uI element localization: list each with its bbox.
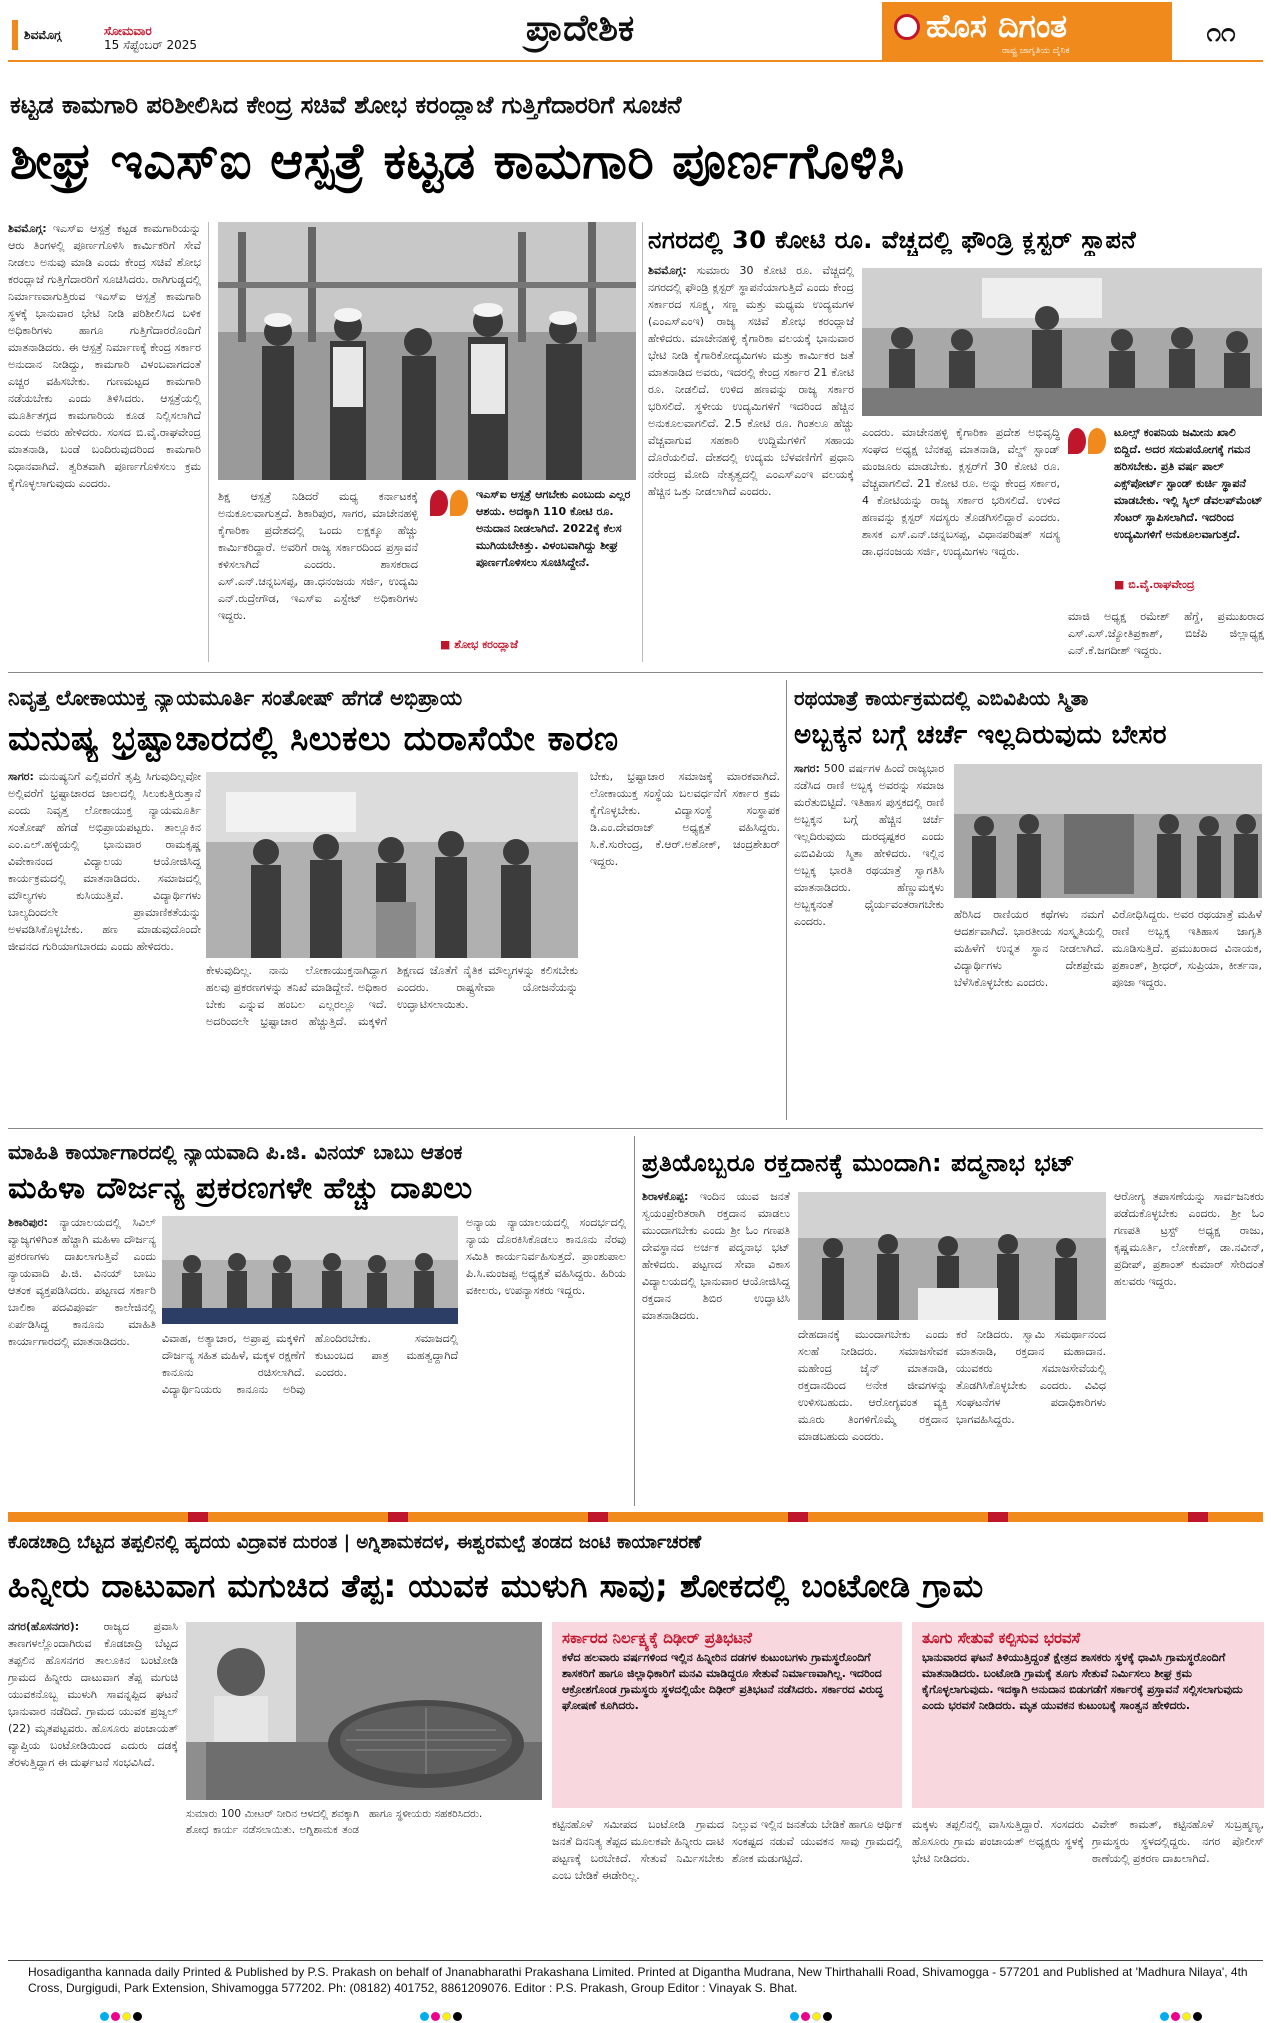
registration-dot bbox=[133, 2012, 142, 2021]
lead-photo bbox=[218, 222, 636, 480]
blood-photo bbox=[798, 1192, 1106, 1320]
edition-tab bbox=[12, 20, 82, 50]
registration-dot bbox=[823, 2012, 832, 2021]
date-block bbox=[104, 24, 254, 52]
registration-dot-group bbox=[790, 2006, 834, 2023]
foundry-body-3: ಮಾಜಿ ಅಧ್ಯಕ್ಷ ರಮೇಶ್ ಹೆಗ್ಡೆ, ಪ್ರಮುಖರಾದ ಎಸ್.ಎಸ್.ಜ್ಯೋತಿಪ್ರಕಾಶ್, ಬಿಜೆಪಿ ಜಿಲ್ಲಾಧ್ಯಕ್ಷ ಎನ್.ಕೆ.ಜಗದೀಶ್ ಇದ್ದರು. bbox=[1068, 610, 1264, 657]
lamp-lighting-photo bbox=[206, 772, 578, 958]
registration-dot bbox=[812, 2012, 821, 2021]
drowning-column-5 bbox=[1092, 1816, 1264, 1954]
rathayatra-headline: ಅಬ್ಬಕ್ಕನ ಬಗ್ಗೆ ಚರ್ಚೆ ಇಲ್ಲದಿರುವುದು ಬೇಸರ bbox=[794, 720, 1168, 750]
lokayukta-column-3 bbox=[590, 768, 780, 1116]
registration-dot bbox=[790, 2012, 799, 2021]
registration-marks bbox=[0, 2006, 1271, 2020]
women-body-1: ನ್ಯಾಯಾಲಯದಲ್ಲಿ ಸಿವಿಲ್ ವ್ಯಾಜ್ಯಗಳಿಗಿಂತ ಹೆಚ್ಚಾಗಿ ಮಹಿಳಾ ದೌರ್ಜನ್ಯ ಪ್ರಕರಣಗಳು ದಾಖಲಾಗುತ್ತಿವೆ ಎಂದು ನ್ಯಾಯವಾದಿ ಪಿ.ಜಿ. ವಿನಯ್ ಬಾಬು ಆತಂಕ ವ್ಯಕ್ತಪಡಿಸಿದರು. ಪಟ್ಟಣದ ಸರ್ಕಾರಿ ಬಾಲಿಕಾ ಪದವಿಪೂರ್ವ ಕಾಲೇಜಿನಲ್ಲಿ ಏರ್ಪಡಿಸಿದ್ದ ಕಾನೂನು ಮಾಹಿತಿ ಕಾರ್ಯಾಗಾರದಲ್ಲಿ ಮಾತನಾಡಿದರು. bbox=[8, 1216, 156, 1348]
brand-name: ಹೊಸ ದಿಗಂತ bbox=[926, 7, 1068, 45]
women-column-3 bbox=[466, 1214, 626, 1500]
lokayukta-headline: ಮನುಷ್ಯ ಭ್ರಷ್ಟಾಚಾರದಲ್ಲಿ ಸಿಲುಕಲು ದುರಾಸೆಯೇ ಕಾರಣ bbox=[8, 719, 619, 759]
brand-tagline: ರಾಷ್ಟ್ರ ಜಾಗೃತಿಯ ದೈನಿಕ bbox=[1002, 46, 1070, 56]
protest-box bbox=[552, 1622, 902, 1808]
rathayatra-column-2 bbox=[954, 906, 1104, 1116]
blood-body-3: ಕರೆ ನೀಡಿದರು. ಸ್ವಾಮಿ ಸಮರ್ಥಾನಂದ ಮಾತನಾಡಿ, ರಕ್ತದಾನ ಮಹಾದಾನ. ಯುವಕರು ಸಮಾಜಸೇವೆಯಲ್ಲಿ ತೊಡಗಿಸಿಕೊಳ್ಳಬೇಕು ಎಂದರು. ವಿವಿಧ ಸಂಘಟನೆಗಳ ಪದಾಧಿಕಾರಿಗಳು ಭಾಗವಹಿಸಿದ್ದರು. bbox=[956, 1328, 1106, 1426]
foundry-quote bbox=[1068, 424, 1264, 602]
foundry-body-2: ಎಂದರು. ಮಾಚೇನಹಳ್ಳಿ ಕೈಗಾರಿಕಾ ಪ್ರದೇಶ ಅಭಿವೃದ್ಧಿ ಸಂಘದ ಅಧ್ಯಕ್ಷ ಬೆನಕಪ್ಪ ಮಾತನಾಡಿ, ವೆಲ್ಡ್ ಸ್ಟಾಂಡ್ ಮಂಜೂರು ಮಾಡಬೇಕು. ಕ್ಲಸ್ಟರ್‌ಗೆ 30 ಕೋಟಿ ರೂ. ವೆಚ್ಚವಾಗಲಿದೆ. 21 ಕೋಟಿ ರೂ. ಅನ್ನು ಕೇಂದ್ರ ಸರ್ಕಾರ, 4 ಕೋಟಿಯನ್ನು ರಾಜ್ಯ ಸರ್ಕಾರ ಭರಿಸಲಿದೆ. ಉಳಿದ ಹಣವನ್ನು ಕ್ಲಸ್ಟರ್ ಸದಸ್ಯರು ತೊಡಗಿಸಲಿದ್ದಾರೆ ಎಂದರು. ಶಾಸಕ ಎಸ್.ಎನ್.ಚನ್ನಬಸಪ್ಪ, ವಿಧಾನಪರಿಷತ್ ಸದಸ್ಯ ಡಾ.ಧನಂಜಯ ಸರ್ಜಿ, ಉದ್ಯಮಿಗಳು ಇದ್ದರು. bbox=[862, 426, 1060, 558]
lead-kicker: ಕಟ್ಟಡ ಕಾಮಗಾರಿ ಪರಿಶೀಲಿಸಿದ ಕೇಂದ್ರ ಸಚಿವೆ ಶೋಭ ಕರಂದ್ಲಾಜೆ ಗುತ್ತಿಗೆದಾರರಿಗೆ ಸೂಚನೆ bbox=[10, 91, 682, 119]
coracle-river-photo bbox=[186, 1622, 542, 1800]
women-photo bbox=[162, 1216, 458, 1324]
blood-body-1: ಇಂದಿನ ಯುವ ಜನತೆ ಸ್ವಯಂಪ್ರೇರಿತರಾಗಿ ರಕ್ತದಾನ ಮಾಡಲು ಮುಂದಾಗಬೇಕು ಎಂದು ಶ್ರೀ ಓಂ ಗಣಪತಿ ದೇವಸ್ಥಾನದ ಅರ್ಚಕ ಪದ್ಮನಾಭ ಭಟ್ ಹೇಳಿದರು. ಪಟ್ಟಣದ ಸೇವಾ ವಿಕಾಸ ವಿದ್ಯಾಲಯದಲ್ಲಿ ಭಾನುವಾರ ಆಯೋಜಿಸಿದ್ದ ರಕ್ತದಾನ ಶಿಬಿರ ಉದ್ಘಾಟಿಸಿ ಮಾತನಾಡಿದರು. bbox=[642, 1190, 790, 1322]
protest-box-text: ಕಳೆದ ಹಲವಾರು ವರ್ಷಗಳಿಂದ ಇಲ್ಲಿನ ಹಿನ್ನೀರಿನ ದಡಗಳ ಕುಟುಂಬಗಳು ಗ್ರಾಮಸ್ಥರೊಂದಿಗೆ ಶಾಸಕರಿಗೆ ಹಾಗೂ ಜಿಲ್ಲಾಧಿಕಾರಿಗೆ ಮನವಿ ಮಾಡಿದ್ದರೂ ಸೇತುವೆ ನಿರ್ಮಾಣವಾಗಿಲ್ಲ. ಇದರಿಂದ ಆಕ್ರೋಶಗೊಂಡ ಗ್ರಾಮಸ್ಥರು ಸ್ಥಳದಲ್ಲಿಯೇ ದಿಢೀರ್ ಪ್ರತಿಭಟನೆ ನಡೆಸಿದರು. ಸರ್ಕಾರದ ವಿರುದ್ಧ ಘೋಷಣೆ ಕೂಗಿದರು. bbox=[562, 1651, 884, 1712]
blood-body-4: ಆರೋಗ್ಯ ತಪಾಸಣೆಯನ್ನು ಸಾರ್ವಜನಿಕರು ಪಡೆದುಕೊಳ್ಳಬೇಕು ಎಂದರು. ಶ್ರೀ ಓಂ ಗಣಪತಿ ಟ್ರಸ್ಟ್ ಅಧ್ಯಕ್ಷ ರಾಜು, ಕೃಷ್ಣಮೂರ್ತಿ, ಲೋಕೇಶ್, ಡಾ.ನವೀನ್, ಪ್ರದೀಪ್, ಪ್ರಶಾಂತ್ ಕುಮಾರ್ ಸೇರಿದಂತೆ ಹಲವರು ಇದ್ದರು. bbox=[1114, 1190, 1264, 1288]
foundry-photo bbox=[862, 268, 1262, 416]
drowning-column-4 bbox=[912, 1816, 1084, 1954]
quote-mark-icon bbox=[1068, 424, 1108, 460]
foundry-quote-author: ■ ಬಿ.ವೈ.ರಾಘವೇಂದ್ರ bbox=[1114, 578, 1195, 591]
rathayatra-column-3 bbox=[1112, 906, 1262, 1116]
drowning-headline: ಹಿನ್ನೀರು ದಾಟುವಾಗ ಮಗುಚಿದ ತೆಪ್ಪ: ಯುವಕ ಮುಳುಗಿ ಸಾವು; ಶೋಕದಲ್ಲಿ ಬಂಟೋಡಿ ಗ್ರಾಮ bbox=[8, 1567, 984, 1605]
masthead-rule bbox=[8, 60, 1263, 62]
bridge-box-text: ಭಾನುವಾರದ ಘಟನೆ ತಿಳಿಯುತ್ತಿದ್ದಂತೆ ಕ್ಷೇತ್ರದ ಶಾಸಕರು ಸ್ಥಳಕ್ಕೆ ಧಾವಿಸಿ ಗ್ರಾಮಸ್ಥರೊಂದಿಗೆ ಮಾತನಾಡಿದರು. ಬಂಟೋಡಿ ಗ್ರಾಮಕ್ಕೆ ತೂಗು ಸೇತುವೆ ನಿರ್ಮಿಸಲು ಶೀಘ್ರ ಕ್ರಮ ಕೈಗೊಳ್ಳಲಾಗುವುದು. ಇದಕ್ಕಾಗಿ ಅನುದಾನ ಬಿಡುಗಡೆಗೆ ಸರ್ಕಾರಕ್ಕೆ ಪ್ರಸ್ತಾವನೆ ಸಲ್ಲಿಸಲಾಗುವುದು ಎಂದು ಭರವಸೆ ನೀಡಿದರು. ಮೃತ ಯುವಕನ ಕುಟುಂಬಕ್ಕೆ ಸಾಂತ್ವನ ಹೇಳಿದರು. bbox=[922, 1651, 1243, 1712]
registration-dot bbox=[111, 2012, 120, 2021]
blood-dateline: ಶಿರಾಳಕೊಪ್ಪ: bbox=[642, 1190, 689, 1203]
foundry-body-1: ಸುಮಾರು 30 ಕೋಟಿ ರೂ. ವೆಚ್ಚದಲ್ಲಿ ನಗರದಲ್ಲಿ ಫೌಂಡ್ರಿ ಕ್ಲಸ್ಟರ್ ಸ್ಥಾಪನೆಯಾಗುತ್ತಿದೆ ಎಂದು ಕೇಂದ್ರ ಸರ್ಕಾರದ ಸೂಕ್ಷ್ಮ, ಸಣ್ಣ ಮತ್ತು ಮಧ್ಯಮ ಉದ್ಯಮಗಳ (ಎಂಎಸ್‌ಎಂಇ) ರಾಜ್ಯ ಸಚಿವೆ ಶೋಭ ಕರಂದ್ಲಾಜೆ ಹೇಳಿದರು. ಮಾಚೇನಹಳ್ಳಿ ಕೈಗಾರಿಕಾ ವಲಯಕ್ಕೆ ಭಾನುವಾರ ಭೇಟಿ ನೀಡಿ ಕೈಗಾರಿಕೋದ್ಯಮಿಗಳು ಮತ್ತು ಕಾರ್ಮಿಕರ ಜತೆ ಮಾತನಾಡಿದ ಅವರು, ಇದರಲ್ಲಿ ಕೇಂದ್ರ ಸರ್ಕಾರ 21 ಕೋಟಿ ರೂ. ನೀಡಲಿದೆ. ಉಳಿದ ಹಣವನ್ನು ರಾಜ್ಯ ಸರ್ಕಾರ ಭರಿಸಲಿದೆ. ಸ್ಥಳೀಯ ಉದ್ಯಮಿಗಳಿಗೆ ಇದರಿಂದ ಹೆಚ್ಚಿನ ಅನುಕೂಲವಾಗಲಿದೆ. 2.5 ಕೋಟಿ ರೂ. ಗಿಂತಲೂ ಹೆಚ್ಚು ವೆಚ್ಚವಾಗುವ ಸಹಕಾರಿ ಉದ್ದಿಮೆಗಳಿಗೆ ಸಹಾಯ ದೊರೆಯಲಿದೆ. ದೇಶದಲ್ಲಿ ಉದ್ಯಮ ಬೆಳವಣಿಗೆಗೆ ಪ್ರಧಾನಿ ನರೇಂದ್ರ ಮೋದಿ ನೇತೃತ್ವದಲ್ಲಿ ಎಂಎಸ್‌ಎಂಇ ವಲಯಕ್ಕೆ ಹೆಚ್ಚಿನ ಒತ್ತು ನೀಡಲಾಗಿದೆ ಎಂದರು. bbox=[648, 264, 854, 498]
registration-dot bbox=[801, 2012, 810, 2021]
drowning-body-5: ವಿವೇಕ್ ಕಾಮತ್, ಕಟ್ಟಿನಹೊಳೆ ಸುಬ್ರಹ್ಮಣ್ಯ, ಗ್ರಾಮಸ್ಥರು ಸ್ಥಳದಲ್ಲಿದ್ದರು. ನಗರ ಪೊಲೀಸ್ ಠಾಣೆಯಲ್ಲಿ ಪ್ರಕರಣ ದಾಖಲಾಗಿದೆ. bbox=[1092, 1818, 1264, 1865]
women-body-2: ವಿವಾಹ, ಅತ್ಯಾಚಾರ, ಅಪ್ರಾಪ್ತ ಮಕ್ಕಳಿಗೆ ದೌರ್ಜನ್ಯ ಸಹಿತ ಮಹಿಳೆ, ಮಕ್ಕಳ ರಕ್ಷಣೆಗೆ ಕಾನೂನು ರಚಿಸಲಾಗಿದೆ. ವಿದ್ಯಾರ್ಥಿನಿಯರು ಕಾನೂನು ಅರಿವು ಹೊಂದಿರಬೇಕು. ಸಮಾಜದಲ್ಲಿ ಕುಟುಂಬದ ಪಾತ್ರ ಮಹತ್ವದ್ದಾಗಿದೆ ಎಂದರು. bbox=[162, 1332, 458, 1396]
day-label: ಸೋಮವಾರ bbox=[104, 24, 152, 38]
drowning-column-2 bbox=[552, 1816, 724, 1954]
lokayukta-kicker: ನಿವೃತ್ತ ಲೋಕಾಯುಕ್ತ ನ್ಯಾಯಮೂರ್ತಿ ಸಂತೋಷ್ ಹೆಗಡೆ ಅಭಿಪ್ರಾಯ bbox=[8, 686, 463, 710]
lead-body-2: ಶಿಕ್ಷ ಆಸ್ಪತ್ರೆ ನಿಡಿದರೆ ಮಧ್ಯ ಕರ್ನಾಟಕಕ್ಕೆ ಅನುಕೂಲವಾಗುತ್ತದೆ. ಶಿಕಾರಿಪುರ, ಸಾಗರ, ಮಾಚೇನಹಳ್ಳಿ ಕೈಗಾರಿಕಾ ಪ್ರದೇಶದಲ್ಲಿ ಒಂದು ಲಕ್ಷಕ್ಕೂ ಹೆಚ್ಚು ಕಾರ್ಮಿಕರಿದ್ದಾರೆ. ಅವರಿಗೆ ರಾಜ್ಯ ಸರ್ಕಾರದಿಂದ ಪ್ರಸ್ತಾವನೆ ಕಳಿಸಲಾಗಿದೆ ಎಂದರು. ಶಾಸಕರಾದ ಎಸ್.ಎನ್.ಚನ್ನಬಸಪ್ಪ, ಡಾ.ಧನಂಜಯ ಸರ್ಜಿ, ಉದ್ಯಮಿ ಎನ್.ರುದ್ರೇಗೌಡ, ಇಎಸ್‌ಐ ಎಸ್ಟೇಟ್ ಅಧಿಕಾರಿಗಳು ಇದ್ದರು. bbox=[218, 490, 418, 622]
protest-box-title: ಸರ್ಕಾರದ ನಿರ್ಲಕ್ಷ್ಯಕ್ಕೆ ದಿಢೀರ್ ಪ್ರತಿಭಟನೆ bbox=[562, 1629, 752, 1647]
women-headline: ಮಹಿಳಾ ದೌರ್ಜನ್ಯ ಪ್ರಕರಣಗಳೇ ಹೆಚ್ಚು ದಾಖಲು bbox=[8, 1171, 473, 1206]
footer-rule bbox=[8, 1960, 1263, 1961]
drowning-kicker: ಕೊಡಚಾದ್ರಿ ಬೆಟ್ಟದ ತಪ್ಪಲಿನಲ್ಲಿ ಹೃದಯ ವಿದ್ರಾವಕ ದುರಂತ | ಅಗ್ನಿಶಾಮಕದಳ, ಈಶ್ವರಮಲ್ಪೆ ತಂಡದ ಜಂಟಿ ಕಾರ್ಯಾಚರಣೆ bbox=[8, 1532, 702, 1553]
drowning-body-3: ನಿಲ್ಲುವ ಇಲ್ಲಿನ ಜನತೆಯ ಬೇಡಿಕೆ ಹಾಗೂ ಆರ್ಥಿಕ ಸಂಕಷ್ಟದ ನಡುವೆ ಯುವಕನ ಸಾವು ಗ್ರಾಮದಲ್ಲಿ ಶೋಕ ಮಡುಗಟ್ಟಿದೆ. bbox=[732, 1818, 902, 1865]
page-number: ೧೧ bbox=[1206, 18, 1236, 48]
footer-imprint: Hosadigantha kannada daily Printed & Published by P.S. Prakash on behalf of Jnanabharathi Prakashana Limited. Printed at Digantha Mudrana, New Thirthahalli Road, Shivamogga - 577201 and Published at 'Madhura Nilaya', 4th Cross, Durgigudi, Park Extension, Shivamogga 577202. Ph: (08182) 401752, 8861209076. Editor : P.S. Prakash, Group Editor : Vinayak S. Bhat. bbox=[28, 1965, 1248, 1995]
registration-dot bbox=[1171, 2012, 1180, 2021]
women-body-3: ಅನ್ಯಾಯ ನ್ಯಾಯಾಲಯದಲ್ಲಿ ಸಂದರ್ಭದಲ್ಲಿ ನ್ಯಾಯ ದೊರಕಿಸಿಕೊಡಲು ಕಾನೂನು ನೆರವು ಸಮಿತಿ ಕಾರ್ಯನಿರ್ವಹಿಸುತ್ತದೆ. ಪ್ರಾಂಶುಪಾಲ ಪಿ.ಸಿ.ಮಂಜಪ್ಪ ಅಧ್ಯಕ್ಷತೆ ವಹಿಸಿದ್ದರು. ಹಿರಿಯ ವಕೀಲರು, ಉಪನ್ಯಾಸಕರು ಇದ್ದರು. bbox=[466, 1216, 626, 1297]
registration-dot bbox=[453, 2012, 462, 2021]
foundry-column-3 bbox=[1068, 608, 1264, 662]
foundry-quote-text: ಟೂಲ್ಸ್ ಕಂಪನಿಯ ಜಮೀನು ಖಾಲಿ ಬಿದ್ದಿದೆ. ಅದರ ಸದುಪಯೋಗಕ್ಕೆ ಗಮನ ಹರಿಸಬೇಕು. ಪ್ರತಿ ವರ್ಷ ಪಾಲ್ ಎಕ್ಸ್‌ಪೋರ್ಟ್ ಸ್ಟಾಂಡ್ ಕುರ್ಚಿ ಸ್ಥಾಪನೆ ಮಾಡಬೇಕು. ಇಲ್ಲಿ ಸ್ಕಿಲ್ ಡೆವಲಪ್‌ಮೆಂಟ್ ಸೆಂಟರ್ ಸ್ಥಾಪಿಸಲಾಗಿದೆ. ಇದರಿಂದ ಉದ್ಯಮಿಗಳಿಗೆ ಅನುಕೂಲವಾಗುತ್ತದೆ. bbox=[1114, 426, 1263, 541]
women-column-1 bbox=[8, 1214, 156, 1500]
rathayatra-body-2: ಹೆರಿಸಿದ ರಾಣಿಯರ ಕಥೆಗಳು ನಮಗೆ ಆದರ್ಶವಾಗಿದೆ. ಭಾರತೀಯ ಸಂಸ್ಕೃತಿಯಲ್ಲಿ ಮಹಿಳೆಗೆ ಉನ್ನತ ಸ್ಥಾನ ನೀಡಲಾಗಿದೆ. ವಿದ್ಯಾರ್ಥಿಗಳು ದೇಶಪ್ರೇಮ ಬೆಳೆಸಿಕೊಳ್ಳಬೇಕು ಎಂದರು. bbox=[954, 908, 1104, 989]
legal-workshop-photo bbox=[162, 1216, 458, 1324]
lead-column-2 bbox=[218, 488, 418, 663]
registration-dot bbox=[442, 2012, 451, 2021]
lokayukta-photo bbox=[206, 772, 578, 958]
rathayatra-dateline: ಸಾಗರ: bbox=[794, 762, 820, 775]
drowning-body-4: ಮಕ್ಕಳು ತಪ್ಪಲಿನಲ್ಲಿ ವಾಸಿಸುತ್ತಿದ್ದಾರೆ. ಸಂಸದರು ಹೊಸೂರು ಗ್ರಾಮ ಪಂಚಾಯತ್ ಅಧ್ಯಕ್ಷರು ಸ್ಥಳಕ್ಕೆ ಭೇಟಿ ನೀಡಿದರು. bbox=[912, 1818, 1084, 1865]
registration-dot bbox=[420, 2012, 429, 2021]
edition-label: ಶಿವಮೊಗ್ಗ bbox=[24, 28, 62, 42]
lead-quote-author: ■ ಶೋಭ ಕರಂದ್ಲಾಜೆ bbox=[440, 638, 518, 651]
registration-dot-group bbox=[100, 2006, 144, 2023]
blood-column-4 bbox=[1114, 1188, 1264, 1500]
lead-quote bbox=[430, 486, 636, 662]
section-title: ಪ್ರಾದೇಶಿಕ bbox=[525, 8, 635, 49]
lead-col-divider bbox=[208, 222, 209, 662]
registration-dot-group bbox=[1160, 2006, 1204, 2023]
blood-camp-photo bbox=[798, 1192, 1106, 1320]
foundry-column-2 bbox=[862, 424, 1060, 662]
lead-headline: ಶೀಘ್ರ ಇಎಸ್‌ಐ ಆಸ್ಪತ್ರೆ ಕಟ್ಟಡ ಕಾಮಗಾರಿ ಪೂರ್ಣಗೊಳಿಸಿ bbox=[10, 132, 905, 190]
section-rule-1 bbox=[8, 672, 1263, 673]
lead-dateline: ಶಿವಮೊಗ್ಗ: bbox=[8, 222, 47, 235]
lower-divider bbox=[634, 1136, 635, 1506]
blood-body-2: ದೇಹದಾನಕ್ಕೆ ಮುಂದಾಗಬೇಕು ಎಂದು ಸಲಹೆ ನೀಡಿದರು. ಸಮಾಜಸೇವಕ ಮಹೇಂದ್ರ ಜೈನ್ ಮಾತನಾಡಿ, ರಕ್ತದಾನದಿಂದ ಅನೇಕ ಜೀವಗಳನ್ನು ಉಳಿಸಬಹುದು. ಆರೋಗ್ಯವಂತ ವ್ಯಕ್ತಿ ಮೂರು ತಿಂಗಳಿಗೊಮ್ಮೆ ರಕ್ತದಾನ ಮಾಡಬಹುದು ಎಂದರು. bbox=[798, 1328, 948, 1443]
brand-banner bbox=[882, 2, 1172, 60]
rathayatra-body-3: ವಿರೋಧಿಸಿದ್ದರು. ಅವರ ರಥಯಾತ್ರೆ ಮಹಿಳೆ ರಾಣಿ ಅಬ್ಬಕ್ಕ ಇತಿಹಾಸ ಜಾಗೃತಿ ಮೂಡಿಸುತ್ತಿದೆ. ಪ್ರಮುಖರಾದ ವಿನಾಯಕ, ಪ್ರಶಾಂತ್, ಶ್ರೀಧರ್, ಸುಪ್ರಿಯಾ, ಕೀರ್ತನಾ, ಪೂಜಾ ಇದ್ದರು. bbox=[1112, 908, 1262, 989]
rathayatra-body-1: 500 ವರ್ಷಗಳ ಹಿಂದೆ ರಾಜ್ಯಭಾರ ನಡೆಸಿದ ರಾಣಿ ಅಬ್ಬಕ್ಕ ಅವರನ್ನು ಸಮಾಜ ಮರೆತುಬಿಟ್ಟಿದೆ. ಇತಿಹಾಸ ಪುಸ್ತಕದಲ್ಲಿ ರಾಣಿ ಅಬ್ಬಕ್ಕನ ಬಗ್ಗೆ ಹೆಚ್ಚಿನ ಚರ್ಚೆ ಇಲ್ಲದಿರುವುದು ದುರದೃಷ್ಟಕರ ಎಂದು ಎಬಿವಿಪಿಯ ಸ್ಮಿತಾ ಹೇಳಿದರು. ಇಲ್ಲಿನ ಅಬ್ಬಕ್ಕ ಭಾರತಿ ರಥಯಾತ್ರೆ ಸ್ವಾಗತಿಸಿ ಮಾತನಾಡಿದರು. ಹೆಣ್ಣುಮಕ್ಕಳು ಅಬ್ಬಕ್ಕನಂತೆ ಧೈರ್ಯವಂತರಾಗಬೇಕು ಎಂದರು. bbox=[794, 762, 944, 928]
mid-divider bbox=[786, 680, 787, 1120]
abbakka-rathayatra-photo bbox=[954, 764, 1262, 898]
masthead bbox=[0, 0, 1271, 62]
rathayatra-kicker: ರಥಯಾತ್ರೆ ಕಾರ್ಯಕ್ರಮದಲ್ಲಿ ಎಬಿವಿಪಿಯ ಸ್ಮಿತಾ bbox=[794, 686, 1089, 710]
registration-dot bbox=[1182, 2012, 1191, 2021]
registration-dot bbox=[1160, 2012, 1169, 2021]
drowning-body-1: ರಾಜ್ಯದ ಪ್ರವಾಸಿ ತಾಣಗಳಲ್ಲೊಂದಾಗಿರುವ ಕೊಡಚಾದ್ರಿ ಬೆಟ್ಟದ ತಪ್ಪಲಿನ ಹೊಸನಗರ ತಾಲೂಕಿನ ಬಂಟೋಡಿ ಗ್ರಾಮದ ಹಿನ್ನೀರು ದಾಟುವಾಗ ತೆಪ್ಪ ಮಗುಚಿ ಯುವಕನೊಬ್ಬ ಮುಳುಗಿ ಸಾವನ್ನಪ್ಪಿದ ಘಟನೆ ಭಾನುವಾರ ನಡೆದಿದೆ. ಗ್ರಾಮದ ಯುವಕ ಪ್ರಜ್ವಲ್ (22) ಮೃತಪಟ್ಟವರು. ಹೊಸೂರು ಪಂಚಾಯತ್ ವ್ಯಾಪ್ತಿಯ ಬಂಟೋಡಿಯಿಂದ ಎದುರು ದಡಕ್ಕೆ ತೆರಳುತ್ತಿದ್ದಾಗ ಈ ದುರ್ಘಟನೆ ಸಂಭವಿಸಿದೆ. bbox=[8, 1620, 178, 1769]
drowning-body-2: ಕಟ್ಟಿನಹೊಳೆ ಸಮೀಪದ ಬಂಟೋಡಿ ಗ್ರಾಮದ ಜನತೆ ದಿನನಿತ್ಯ ತೆಪ್ಪದ ಮೂಲಕವೇ ಹಿನ್ನೀರು ದಾಟಿ ಪಟ್ಟಣಕ್ಕೆ ಬರಬೇಕಿದೆ. ಸೇತುವೆ ನಿರ್ಮಿಸಬೇಕು ಎಂಬ ಬೇಡಿಕೆ ಈಡೇರಿಲ್ಲ. bbox=[552, 1818, 724, 1882]
women-column-2 bbox=[162, 1330, 458, 1500]
registration-dot bbox=[122, 2012, 131, 2021]
foundry-dateline: ಶಿವಮೊಗ್ಗ: bbox=[648, 264, 687, 277]
foundry-headline: ನಗರದಲ್ಲಿ 30 ಕೋಟಿ ರೂ. ವೆಚ್ಚದಲ್ಲಿ ಫೌಂಡ್ರಿ ಕ್ಲಸ್ಟರ್ ಸ್ಥಾಪನೆ bbox=[648, 226, 1137, 254]
drowning-colorbar bbox=[8, 1512, 1263, 1522]
lokayukta-dateline: ಸಾಗರ: bbox=[8, 770, 34, 783]
quote-mark-icon bbox=[430, 486, 470, 522]
blood-column-1 bbox=[642, 1188, 790, 1500]
registration-dot bbox=[431, 2012, 440, 2021]
lokayukta-body-2: ಕೇಳುವುದಿಲ್ಲ. ನಾನು ಲೋಕಾಯುಕ್ತನಾಗಿದ್ದಾಗ ಹಲವು ಪ್ರಕರಣಗಳನ್ನು ತನಿಖೆ ಮಾಡಿದ್ದೇನೆ. ಅಧಿಕಾರ ಬೇಕು ಎನ್ನುವ ಹಂಬಲ ಎಲ್ಲರಲ್ಲೂ ಇದೆ. ಅದರಿಂದಲೇ ಭ್ರಷ್ಟಾಚಾರ ಹೆಚ್ಚುತ್ತಿದೆ. ಮಕ್ಕಳಿಗೆ ಶಿಕ್ಷಣದ ಜೊತೆಗೆ ನೈತಿಕ ಮೌಲ್ಯಗಳನ್ನು ಕಲಿಸಬೇಕು ಎಂದರು. ರಾಷ್ಟ್ರಸೇವಾ ಯೋಜನೆಯನ್ನು ಉದ್ಘಾಟಿಸಲಾಯಿತು. bbox=[206, 964, 578, 1028]
foundry-event-photo bbox=[862, 268, 1262, 416]
drowning-column-3 bbox=[732, 1816, 902, 1954]
women-dateline: ಶಿಕಾರಿಪುರ: bbox=[8, 1216, 48, 1229]
date-label: 15 ಸೆಪ್ಟೆಂಬರ್ 2025 bbox=[104, 38, 198, 52]
section-rule-2 bbox=[8, 1128, 1263, 1129]
lokayukta-body-1: ಮನುಷ್ಯನಿಗೆ ಎಲ್ಲಿವರೆಗೆ ತೃಪ್ತಿ ಸಿಗುವುದಿಲ್ಲವೋ ಅಲ್ಲಿವರೆಗೆ ಭ್ರಷ್ಟಾಚಾರದ ಜಾಲದಲ್ಲಿ ಸಿಲುಕುತ್ತಿರುತ್ತಾನೆ ಎಂದು ನಿವೃತ್ತ ಲೋಕಾಯುಕ್ತ ನ್ಯಾಯಮೂರ್ತಿ ಸಂತೋಷ್ ಹೆಗಡೆ ಅಭಿಪ್ರಾಯಪಟ್ಟರು. ತಾಲ್ಲೂಕಿನ ಎಂ.ಎಲ್.ಹಳ್ಳಿಯಲ್ಲಿ ಭಾನುವಾರ ರಾಮಕೃಷ್ಣ ವಿವೇಕಾನಂದ ವಿದ್ಯಾಲಯ ಆಯೋಜಿಸಿದ್ದ ಕಾರ್ಯಕ್ರಮದಲ್ಲಿ ಮಾತನಾಡಿದರು. ಸಮಾಜದಲ್ಲಿ ಮೌಲ್ಯಗಳು ಕುಸಿಯುತ್ತಿವೆ. ವಿದ್ಯಾರ್ಥಿಗಳು ಬಾಲ್ಯದಿಂದಲೇ ಪ್ರಾಮಾಣಿಕತೆಯನ್ನು ಅಳವಡಿಸಿಕೊಳ್ಳಬೇಕು. ಹಣ ಮಾಡುವುದೊಂದೇ ಜೀವನದ ಗುರಿಯಾಗಬಾರದು ಎಂದು ಹೇಳಿದರು. bbox=[8, 770, 201, 953]
lead-quote-text: ಇಎಸ್‌ಐ ಆಸ್ಪತ್ರೆ ಆಗಬೇಕು ಎಂಬುದು ಎಲ್ಲರ ಆಶಯ. ಅದಕ್ಕಾಗಿ 110 ಕೋಟಿ ರೂ. ಅನುದಾನ ನೀಡಲಾಗಿದೆ. 2022ಕ್ಕೆ ಕೆಲಸ ಮುಗಿಯಬೇಕಿತ್ತು. ವಿಳಂಬವಾಗಿದ್ದು ಶೀಘ್ರ ಪೂರ್ಣಗೊಳಿಸಲು ಸೂಚಿಸಿದ್ದೇನೆ. bbox=[476, 488, 631, 569]
esi-site-inspection-photo bbox=[218, 222, 636, 480]
foundry-column-1 bbox=[648, 262, 854, 662]
lead-right-divider bbox=[642, 222, 643, 662]
bridge-box-title: ತೂಗು ಸೇತುವೆ ಕಲ್ಪಿಸುವ ಭರವಸೆ bbox=[922, 1629, 1081, 1647]
rathayatra-column-1 bbox=[794, 760, 944, 1116]
rathayatra-photo bbox=[954, 764, 1262, 898]
bridge-box bbox=[912, 1622, 1264, 1808]
drowning-caption bbox=[186, 1806, 542, 1858]
lokayukta-column-2 bbox=[206, 962, 578, 1116]
lead-body-1: ಇಎಸ್‌ಐ ಆಸ್ಪತ್ರೆ ಕಟ್ಟಡ ಕಾಮಗಾರಿಯನ್ನು ಆರು ತಿಂಗಳಲ್ಲಿ ಪೂರ್ಣಗೊಳಿಸಿ ಕಾರ್ಮಿಕರಿಗೆ ಸೇವೆ ನೀಡಲು ಅನುವು ಮಾಡಿ ಎಂದು ಕೇಂದ್ರ ಸಚಿವೆ ಶೋಭ ಕರಂದ್ಲಾಜೆ ಗುತ್ತಿಗೆದಾರರಿಗೆ ಸೂಚಿಸಿದರು. ರಾಗಿಗುಡ್ಡದಲ್ಲಿ ನಿರ್ಮಾಣವಾಗುತ್ತಿರುವ ಇಎಸ್‌ಐ ಆಸ್ಪತ್ರೆ ಕಾಮಗಾರಿ ಸ್ಥಳಕ್ಕೆ ಭಾನುವಾರ ಭೇಟಿ ನೀಡಿ ಪರಿಶೀಲಿಸಿದ ಬಳಿಕ ಅಧಿಕಾರಿಗಳು ಹಾಗೂ ಗುತ್ತಿಗೆದಾರರೊಂದಿಗೆ ಮಾತನಾಡಿದರು. ಈ ಆಸ್ಪತ್ರೆ ನಿರ್ಮಾಣಕ್ಕೆ ಕೇಂದ್ರ ಸರ್ಕಾರ ಅನುದಾನ ನೀಡಿದ್ದು, ಕಾಮಗಾರಿ ವಿಳಂಬವಾಗದಂತೆ ಎಚ್ಚರ ವಹಿಸಬೇಕು. ಗುಣಮಟ್ಟದ ಕಾಮಗಾರಿ ನಡೆಯಬೇಕು ಎಂದು ತಿಳಿಸಿದರು. ಆಸ್ಪತ್ರೆಯಲ್ಲಿ ಮೂರ್ತಿತಗ್ಗದ ಕಾಮಗಾರಿಯ ಕೂಡ ನಿಲ್ಲಿಸಲಾಗಿದೆ ಎಂದು ಅವರು ಹೇಳಿದರು. ಸಂಸದ ಬಿ.ವೈ.ರಾಘವೇಂದ್ರ ಮಾತನಾಡಿ, ಬಂಡೆ ಬಂದಿರುವುದರಿಂದ ಕಾಮಗಾರಿ ನಿಧಾನವಾಗಿದೆ. ತ್ವರಿತವಾಗಿ ಪೂರ್ಣಗೊಳಿಸಲು ಕ್ರಮ ಕೈಗೊಳ್ಳಲಾಗುವುದು ಎಂದರು. bbox=[8, 222, 201, 490]
registration-dot-group bbox=[420, 2006, 464, 2023]
drowning-photo bbox=[186, 1622, 542, 1800]
blood-column-3 bbox=[956, 1326, 1106, 1500]
lokayukta-body-3: ಬೇಕು, ಭ್ರಷ್ಟಾಚಾರ ಸಮಾಜಕ್ಕೆ ಮಾರಕವಾಗಿದೆ. ಲೋಕಾಯುಕ್ತ ಸಂಸ್ಥೆಯ ಬಲವರ್ಧನೆಗೆ ಸರ್ಕಾರ ಕ್ರಮ ಕೈಗೊಳ್ಳಬೇಕು. ವಿದ್ಯಾಸಂಸ್ಥೆ ಸಂಸ್ಥಾಪಕ ಡಿ.ಎಂ.ದೇವರಾಜ್ ಅಧ್ಯಕ್ಷತೆ ವಹಿಸಿದ್ದರು. ಸಿ.ಕೆ.ಸುರೇಂದ್ರ, ಕೆ.ಆರ್.ಅಶೋಕ್, ಚಂದ್ರಶೇಖರ್ ಇದ್ದರು. bbox=[590, 770, 780, 868]
registration-dot bbox=[100, 2012, 109, 2021]
blood-column-2 bbox=[798, 1326, 948, 1500]
blood-headline: ಪ್ರತಿಯೊಬ್ಬರೂ ರಕ್ತದಾನಕ್ಕೆ ಮುಂದಾಗಿ: ಪದ್ಮನಾಭ ಭಟ್ bbox=[642, 1149, 1076, 1177]
lead-column-1 bbox=[8, 220, 201, 665]
drowning-dateline: ನಗರ(ಹೊಸನಗರ): bbox=[8, 1620, 80, 1633]
women-kicker: ಮಾಹಿತಿ ಕಾರ್ಯಾಗಾರದಲ್ಲಿ ನ್ಯಾಯವಾದಿ ಪಿ.ಜಿ. ವಿನಯ್ ಬಾಬು ಆತಂಕ bbox=[8, 1140, 463, 1164]
lokayukta-column-1 bbox=[8, 768, 201, 1116]
brand-logo-icon bbox=[894, 14, 920, 40]
drowning-photo-caption: ಸುಮಾರು 100 ಮೀಟರ್ ನೀರಿನ ಆಳದಲ್ಲಿ ಶವಕ್ಕಾಗಿ ಶೋಧ ಕಾರ್ಯ ನಡೆಸಲಾಯಿತು. ಅಗ್ನಿಶಾಮಕ ತಂಡ ಹಾಗೂ ಸ್ಥಳೀಯರು ಸಹಕರಿಸಿದರು. bbox=[186, 1808, 483, 1836]
drowning-column-1 bbox=[8, 1618, 178, 1954]
registration-dot bbox=[1193, 2012, 1202, 2021]
